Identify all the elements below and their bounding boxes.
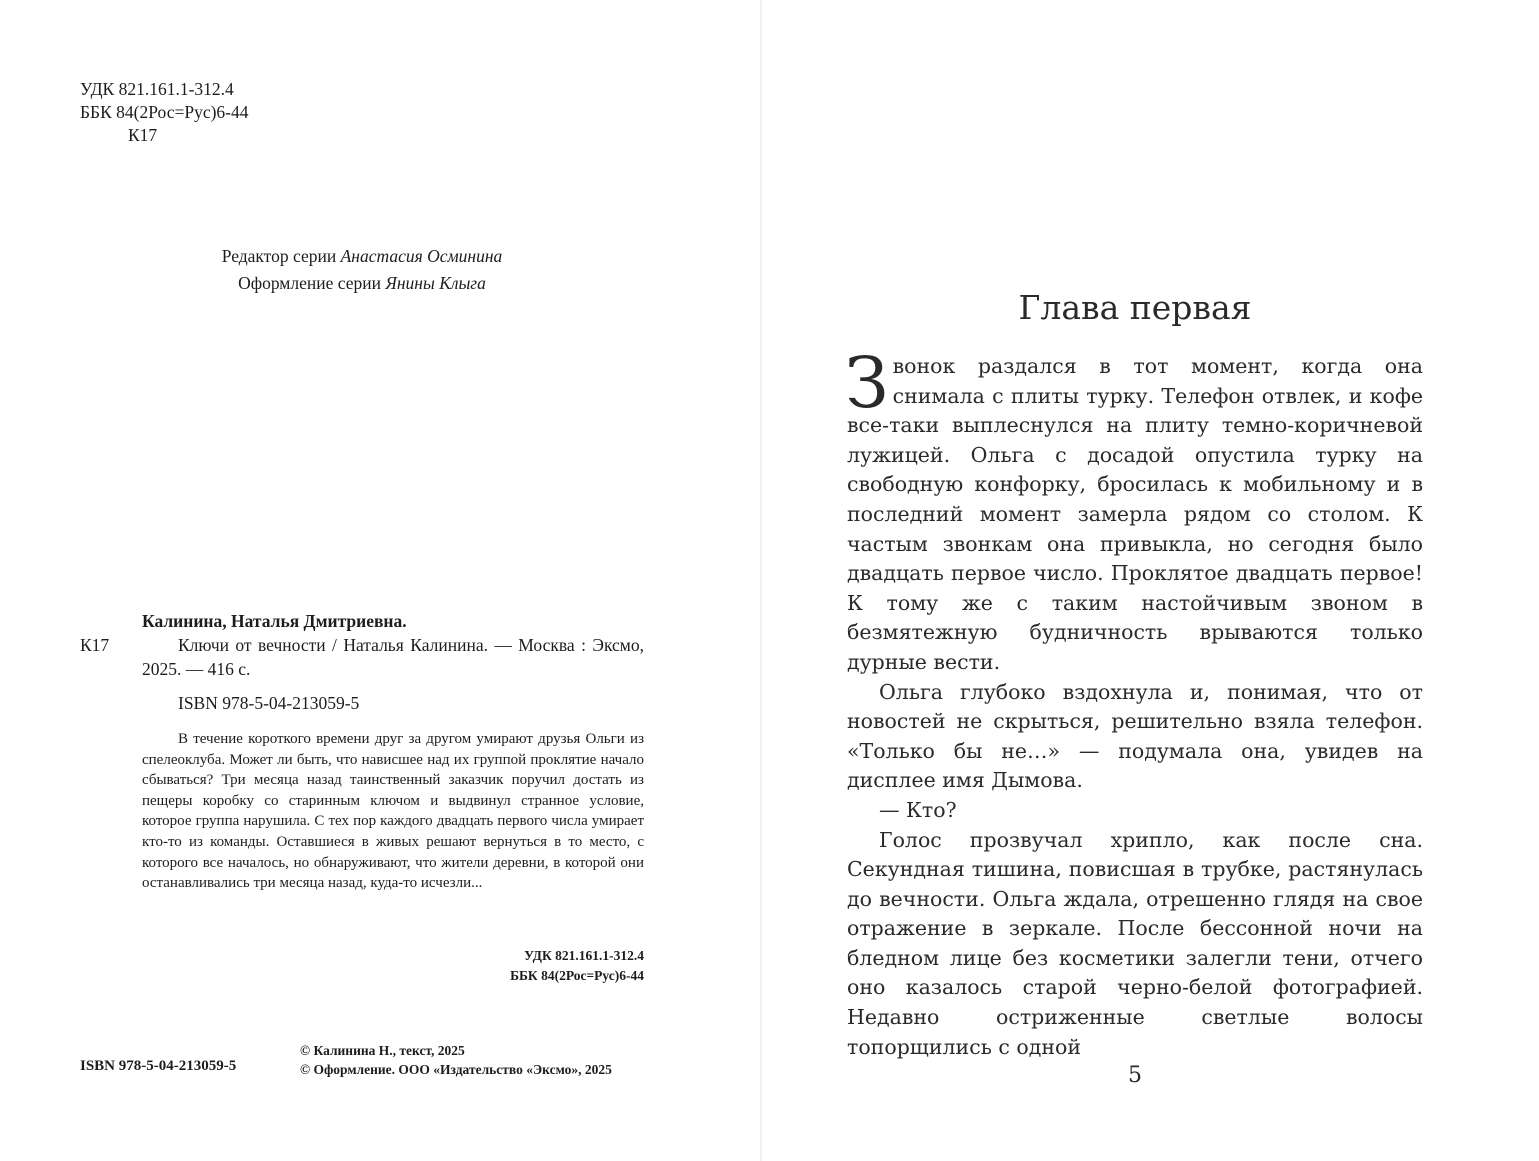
series-design-line [120,270,604,297]
chapter-page [762,0,1539,1161]
paragraph: Голос прозвучал хрипло, как после сна. Секундная тишина, повисшая в трубке, растянулась до вечности. Ольга ждала, отрешенно глядя на свое отражение в зеркале. После бессонной ночи на бледном лице без косметики залегли тени, отчего оно казалось старой черно-белой фотографией. Недавно остриженные светлые волосы топорщились с одной [847,827,1423,1059]
bbk-code-bottom: ББК 84(2Рос=Рус)6-44 [510,968,644,983]
paragraph-text: вонок раздался в тот момент, когда она снимала с плиты турку. Телефон отвлек, и кофе все-таки выплеснулся на плиту темно-коричневой лужицей. Ольга с досадой опустила турку на свободную конфорку, бросилась к мобильному и в последний момент замерла рядом со столом. К частым звонкам она привыкла, но сегодня было двадцать первое число. Проклятое двадцать первое! К тому же с таким настойчивым звоном в безмятежную будничность врываются только дурные вести. [847,354,1423,674]
copyright-text-line: © Калинина Н., текст, 2025 [300,1043,465,1058]
paragraph: — Кто? [879,797,957,822]
chapter-text [845,342,1423,1062]
udk-bbk-header [80,78,249,147]
drop-cap: З [845,342,889,424]
series-editor-name: Анастасия Осминина [340,246,503,266]
page-number: 5 [1128,1063,1142,1088]
isbn-line: ISBN 978-5-04-213059-5 [178,693,360,713]
udk-code-bottom: УДК 821.161.1-312.4 [524,948,644,963]
author-mark-side: К17 [80,635,110,655]
author-mark: К17 [128,125,158,145]
udk-code: УДК 821.161.1-312.4 [80,79,234,99]
bibliographic-record [142,609,644,681]
paragraph [845,342,1423,678]
series-design-name: Янины Клыга [385,273,486,293]
series-editor-line [120,243,604,270]
copyright-block [300,1042,612,1079]
chapter-title: Глава первая [1018,288,1252,327]
paragraph: Ольга глубоко вздохнула и, понимая, что от новостей не скрыться, решительно взяла телефон. «Только бы не…» — подумала она, увидев на дисплее имя Дымова. [847,679,1423,793]
bbk-code: ББК 84(2Рос=Рус)6-44 [80,102,249,122]
imprint-page [0,0,760,1161]
isbn-bottom: ISBN 978-5-04-213059-5 [80,1058,237,1074]
annotation-text: В течение короткого времени друг за другом умирают друзья Ольги из спелеоклуба. Может ли быть, что нависшее над их группой проклятие начало сбываться? Три месяца назад таинственный заказчик поручил достать из пещеры коробку со старинным ключом и выдвинул странное условие, которое группа нарушила. С тех пор каждого двадцать первого числа умирает кто-то из команды. Оставшиеся в живых решают вернуться в то место, с которого все началось, но обнаруживают, что жители деревни, в которой они останавливались три месяца назад, куда-то исчезли... [142,731,644,892]
bibliographic-reference: Ключи от вечности / Наталья Калинина. — Москва : Эксмо, 2025. — 416 с. [142,635,644,679]
udk-bbk-footer [444,946,644,986]
series-editor-role: Редактор серии [221,246,337,266]
copyright-design-line: © Оформление. ООО «Издательство «Эксмо», 2025 [300,1061,612,1077]
series-credits [120,243,604,297]
author-heading: Калинина, Наталья Дмитриевна. [142,611,407,631]
series-design-role: Оформление серии [238,273,381,293]
